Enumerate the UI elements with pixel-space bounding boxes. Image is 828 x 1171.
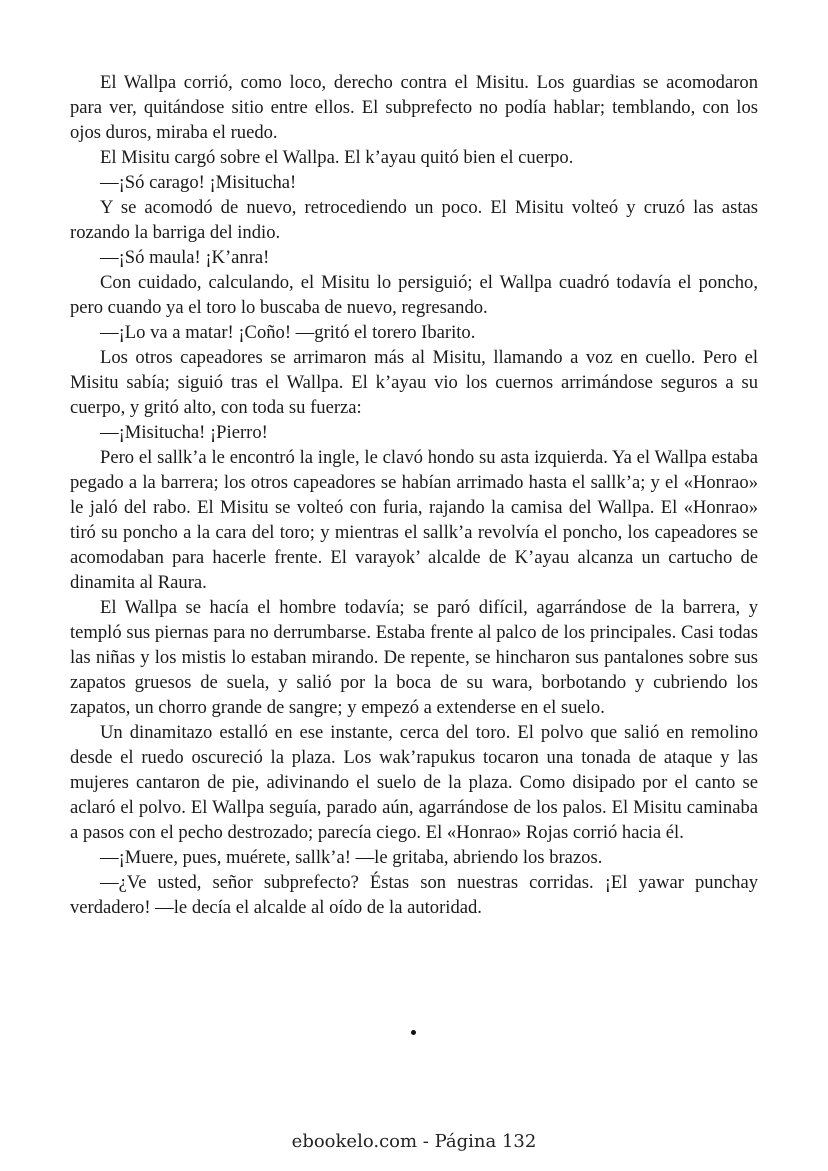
dialogue-line: —¡Lo va a matar! ¡Coño! —gritó el torero Ibarito. bbox=[100, 322, 476, 343]
paragraph: Con cuidado, calculando, el Misitu lo persiguió; el Wallpa cuadró todavía el poncho, pero cuando ya el toro lo buscaba de nuevo, regresando. bbox=[70, 272, 758, 318]
paragraph: Pero el sallk’a le encontró la ingle, le clavó hondo su asta izquierda. Ya el Wallpa estaba pegado a la barrera; los otros capeadores se habían arrimado hasta el sallk’a; y el «Honrao» le jaló del rabo. El Misitu se volteó con furia, rajando la camisa del Wallpa. El «Honrao» tiró su poncho a la cara del toro; y mientras el sallk’a revolvía el poncho, los capeadores se acomodaban para hacerle frente. El varayok’ alcalde de K’ayau alcanza un cartucho de dinamita al Raura. bbox=[70, 447, 758, 593]
paragraph: Un dinamitazo estalló en ese instante, cerca del toro. El polvo que salió en remolino desde el ruedo oscureció la plaza. Los wak’rapukus tocaron una tonada de ataque y las mujeres cantaron de pie, adivinando el suelo de la plaza. Como disipado por el canto se aclaró el polvo. El Wallpa seguía, parado aún, agarrándose de los palos. El Misitu caminaba a pasos con el pecho destrozado; parecía ciego. El «Honrao» Rojas corrió hacia él. bbox=[70, 722, 758, 843]
dialogue-line: —¡Muere, pues, muérete, sallk’a! —le gritaba, abriendo los brazos. bbox=[100, 847, 603, 868]
paragraph: El Wallpa se hacía el hombre todavía; se paró difícil, agarrándose de la barrera, y templó sus piernas para no derrumbarse. Estaba frente al palco de los principales. Casi todas las niñas y los mistis lo estaban mirando. De repente, se hincharon sus pantalones sobre sus zapatos gruesos de suela, y salió por la boca de su wara, borbotando y cubriendo los zapatos, un chorro grande de sangre; y empezó a extenderse en el suelo. bbox=[70, 597, 758, 718]
paragraph: El Wallpa corrió, como loco, derecho contra el Misitu. Los guardias se acomodaron para ver, quitándose sitio entre ellos. El subprefecto no podía hablar; temblando, con los ojos duros, miraba el ruedo. bbox=[70, 72, 758, 143]
dialogue-line: —¡Só carago! ¡Misitucha! bbox=[100, 172, 297, 193]
dialogue-line: —¡Só maula! ¡K’anra! bbox=[100, 247, 270, 268]
dialogue-line: —¡Misitucha! ¡Pierro! bbox=[100, 422, 268, 443]
section-separator-dot bbox=[411, 1030, 416, 1035]
dialogue-line: —¿Ve usted, señor subprefecto? Éstas son nuestras corridas. ¡El yawar punchay verdadero! —le decía el alcalde al oído de la autoridad. bbox=[70, 872, 758, 918]
paragraph: Los otros capeadores se arrimaron más al Misitu, llamando a voz en cuello. Pero el Misitu sabía; siguió tras el Wallpa. El k’ayau vio los cuernos arrimándose seguros a su cuerpo, y gritó alto, con toda su fuerza: bbox=[70, 347, 758, 418]
page-footer: ebookelo.com - Página 132 bbox=[291, 1131, 537, 1152]
paragraph: El Misitu cargó sobre el Wallpa. El k’ayau quitó bien el cuerpo. bbox=[100, 147, 574, 168]
paragraph: Y se acomodó de nuevo, retrocediendo un poco. El Misitu volteó y cruzó las astas rozando la barriga del indio. bbox=[70, 197, 758, 243]
page-body bbox=[70, 70, 758, 920]
